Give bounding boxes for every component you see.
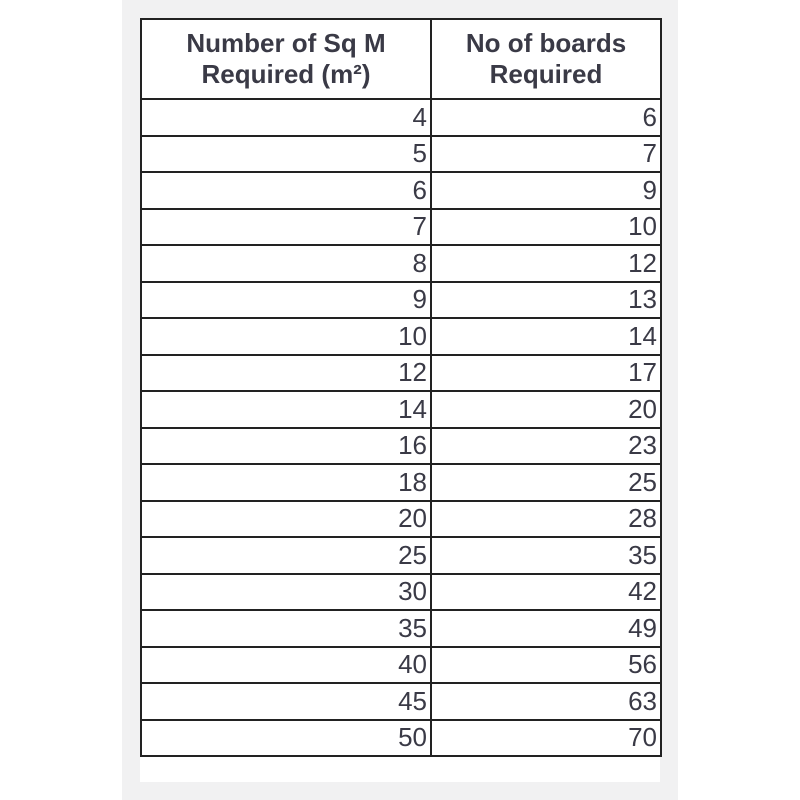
cell-boards: 28 [431, 501, 661, 538]
cell-square-meters: 12 [141, 355, 431, 392]
cell-square-meters: 20 [141, 501, 431, 538]
table-row [141, 318, 661, 355]
cell-square-meters: 18 [141, 464, 431, 501]
cell-boards: 6 [431, 99, 661, 136]
cell-boards: 9 [431, 172, 661, 209]
header-boards-line-1: No of boards [465, 28, 627, 58]
cell-boards: 20 [431, 391, 661, 428]
boards-table [140, 18, 662, 757]
table-row [141, 501, 661, 538]
cell-boards: 7 [431, 136, 661, 173]
cell-square-meters: 25 [141, 537, 431, 574]
cell-boards: 25 [431, 464, 661, 501]
cell-square-meters: 14 [141, 391, 431, 428]
table-row [141, 282, 661, 319]
header-boards [431, 19, 661, 99]
table-body [141, 99, 661, 756]
table-row [141, 209, 661, 246]
cell-square-meters: 6 [141, 172, 431, 209]
cell-square-meters: 10 [141, 318, 431, 355]
cell-boards: 42 [431, 574, 661, 611]
header-boards-line-2: Required [489, 59, 603, 89]
table-row [141, 574, 661, 611]
cell-square-meters: 45 [141, 683, 431, 720]
table-row [141, 720, 661, 757]
table-row [141, 245, 661, 282]
cell-boards: 35 [431, 537, 661, 574]
cell-square-meters: 7 [141, 209, 431, 246]
cell-square-meters: 9 [141, 282, 431, 319]
cell-boards: 14 [431, 318, 661, 355]
cell-boards: 10 [431, 209, 661, 246]
header-square-meters-line-1: Number of Sq M [186, 28, 386, 58]
table-row [141, 537, 661, 574]
table-row [141, 647, 661, 684]
header-square-meters [141, 19, 431, 99]
cell-boards: 17 [431, 355, 661, 392]
cell-boards: 23 [431, 428, 661, 465]
cell-square-meters: 35 [141, 610, 431, 647]
table-row [141, 355, 661, 392]
table-header-row [141, 19, 661, 99]
cell-square-meters: 4 [141, 99, 431, 136]
header-square-meters-line-2: Required (m²) [201, 59, 371, 89]
cell-boards: 12 [431, 245, 661, 282]
cell-square-meters: 8 [141, 245, 431, 282]
cell-boards: 70 [431, 720, 661, 757]
cell-boards: 49 [431, 610, 661, 647]
cell-square-meters: 5 [141, 136, 431, 173]
cell-square-meters: 50 [141, 720, 431, 757]
cell-square-meters: 30 [141, 574, 431, 611]
cell-boards: 13 [431, 282, 661, 319]
table-row [141, 464, 661, 501]
table-row [141, 610, 661, 647]
cell-boards: 56 [431, 647, 661, 684]
table-row [141, 683, 661, 720]
table-row [141, 428, 661, 465]
cell-square-meters: 16 [141, 428, 431, 465]
table-row [141, 172, 661, 209]
cell-square-meters: 40 [141, 647, 431, 684]
table-row [141, 136, 661, 173]
table-row [141, 391, 661, 428]
cell-boards: 63 [431, 683, 661, 720]
table-row [141, 99, 661, 136]
